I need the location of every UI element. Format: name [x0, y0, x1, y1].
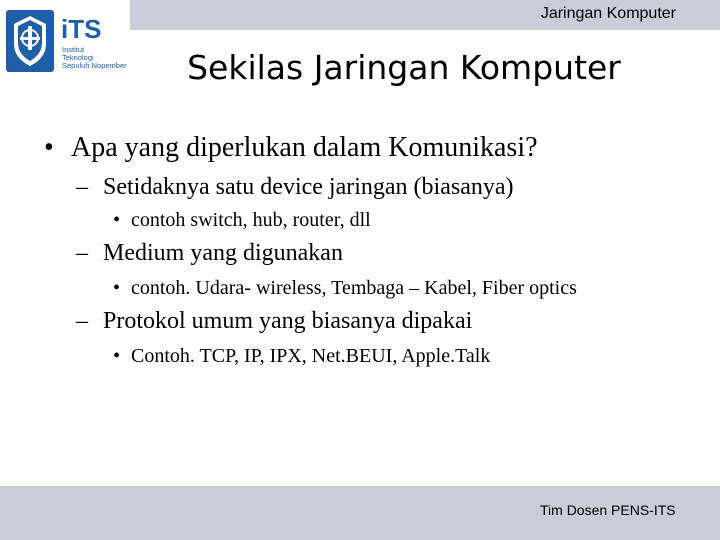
bullet-text: Medium yang digunakan	[103, 240, 343, 266]
bullet-marker: •	[113, 209, 121, 231]
dash-marker: –	[76, 174, 88, 200]
bullet-marker: •	[44, 132, 54, 163]
bullet-level3	[113, 277, 577, 300]
logo-subtext-2: Teknologi	[62, 53, 94, 62]
bullet-marker: •	[113, 345, 121, 367]
bullet-level3	[113, 345, 490, 368]
bullet-level2	[76, 174, 514, 201]
bullet-level1	[44, 132, 538, 164]
header-title: Jaringan Komputer	[540, 5, 676, 22]
bullet-marker: •	[113, 277, 121, 299]
bullet-text: Apa yang diperlukan dalam Komunikasi?	[71, 132, 538, 163]
bullet-text: Contoh. TCP, IP, IPX, Net.BEUI, Apple.Talk	[131, 345, 491, 367]
bullet-text: Protokol umum yang biasanya dipakai	[103, 308, 473, 334]
bullet-text: Setidaknya satu device jaringan (biasanya)	[103, 174, 514, 200]
bullet-level2	[76, 240, 343, 267]
bullet-level3	[113, 209, 371, 232]
its-seal-icon	[6, 10, 54, 72]
logo-subtext-1: Institut	[62, 45, 85, 54]
logo-subtext-3: Sepuluh Nopember	[62, 61, 127, 70]
bullet-level2	[76, 308, 472, 335]
dash-marker: –	[76, 240, 88, 266]
slide-title: Sekilas Jaringan Komputer	[187, 48, 621, 87]
logo-wordmark: iTS	[61, 14, 102, 44]
institution-logo	[6, 8, 130, 74]
dash-marker: –	[76, 308, 88, 334]
footer-credit: Tim Dosen PENS-ITS	[540, 502, 676, 518]
bullet-text: contoh switch, hub, router, dll	[131, 209, 371, 231]
bullet-text: contoh. Udara- wireless, Tembaga – Kabel, Fiber optics	[131, 277, 577, 299]
